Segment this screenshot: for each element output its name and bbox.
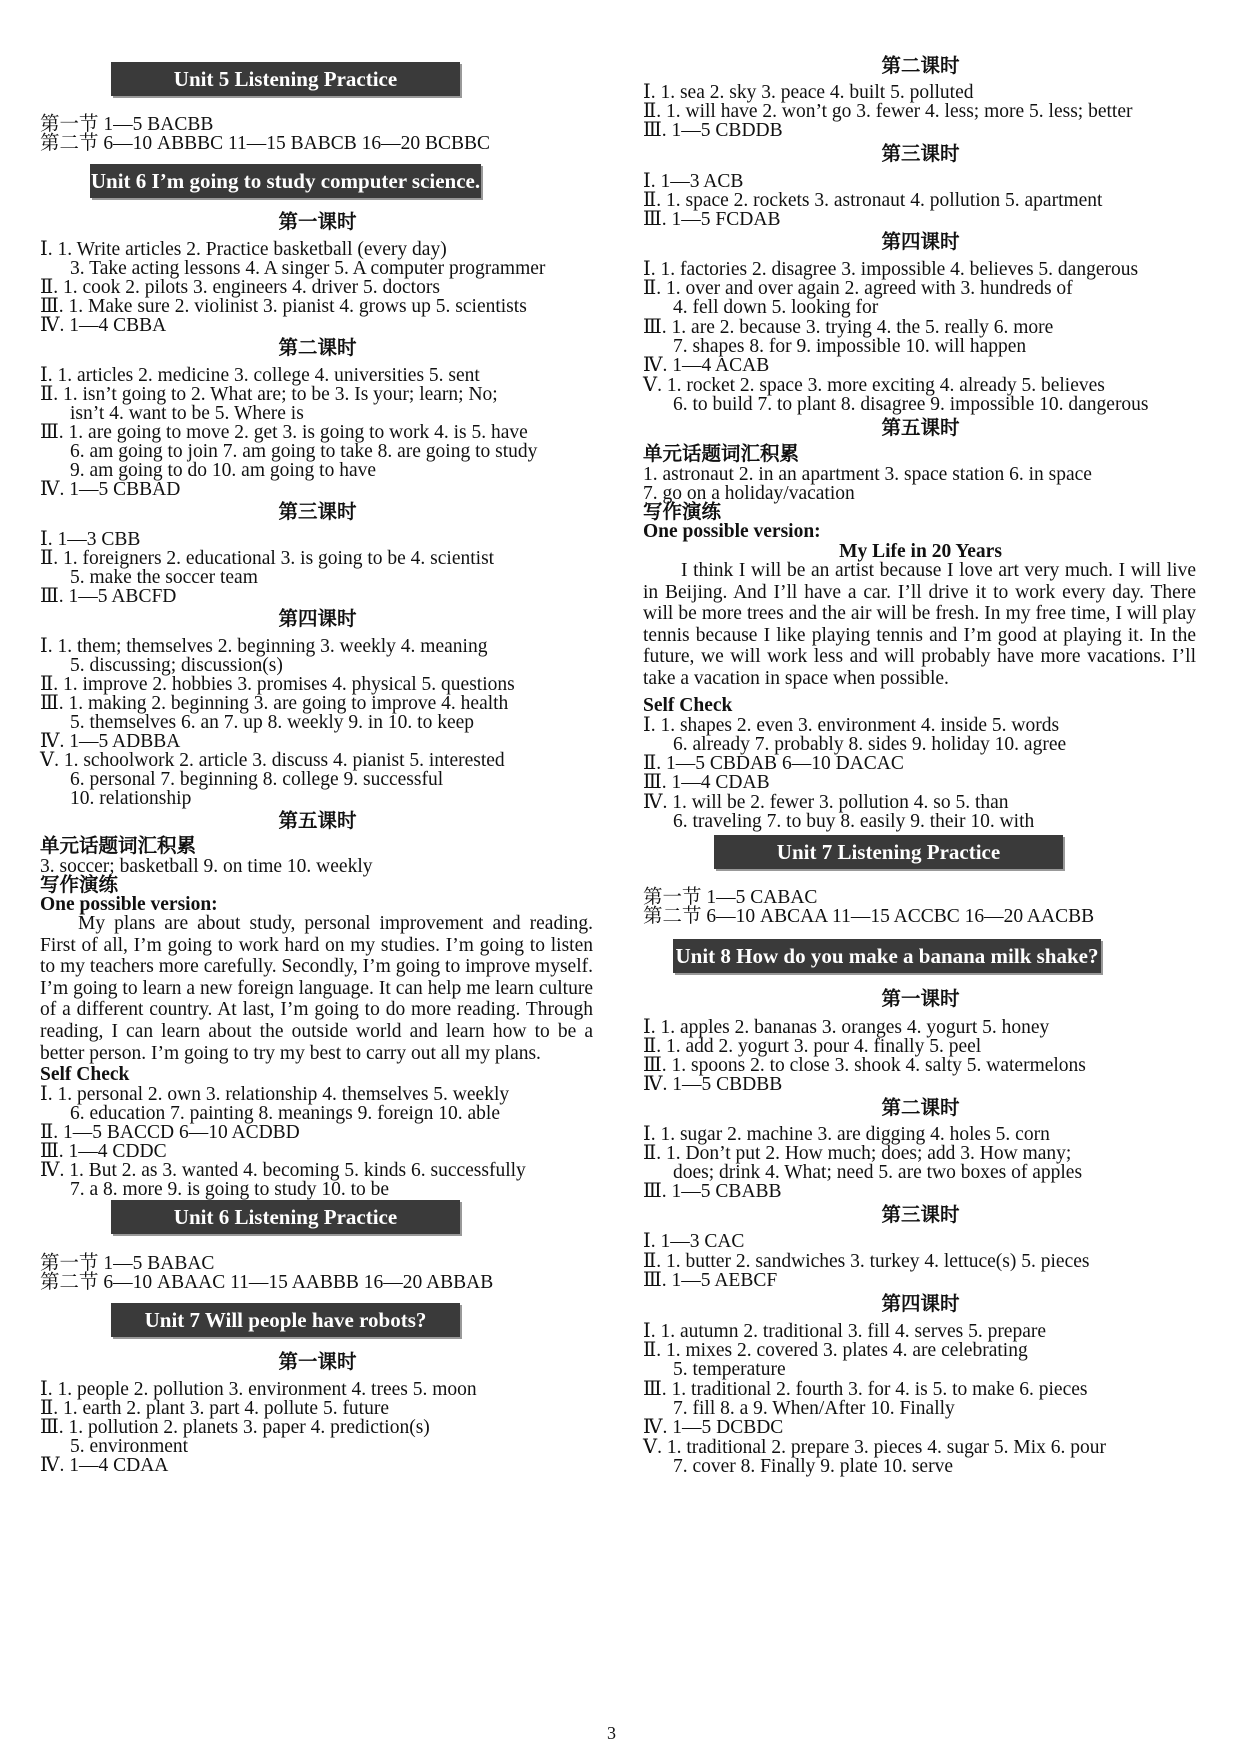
lesson-title: 第五课时 [881,418,960,439]
answer-line: Ⅴ. 1. rocket 2. space 3. more exciting 4. already 5. believes [643,375,1105,396]
answer-line: 5. discussing; discussion(s) [70,655,283,676]
answer-line: Ⅲ. 1—4 CDAB [643,772,770,793]
answer-line: 5. themselves 6. an 7. up 8. weekly 9. in 10. to keep [70,712,475,733]
unit7-listening-header: Unit 7 Listening Practice [714,835,1063,869]
answer-line: Ⅰ. 1. factories 2. disagree 3. impossible 4. believes 5. dangerous [643,259,1139,280]
lesson-title: 第二课时 [881,1098,960,1119]
answer-line: 第一节 1—5 BABAC [40,1253,215,1274]
version-label: One possible version: [643,521,821,542]
answer-line: Ⅱ. 1. add 2. yogurt 3. pour 4. finally 5. peel [643,1036,982,1057]
lesson-title: 第四课时 [881,1294,960,1315]
answer-line: Ⅳ. 1—5 ADBBA [40,731,181,752]
answer-line: Ⅰ. 1. apples 2. bananas 3. oranges 4. yogurt 5. honey [643,1017,1050,1038]
answer-line: 10. relationship [70,788,192,809]
answer-line: Ⅲ. 1—5 FCDAB [643,209,781,230]
answer-line: Ⅰ. 1. autumn 2. traditional 3. fill 4. serves 5. prepare [643,1321,1047,1342]
answer-line: 7. fill 8. a 9. When/After 10. Finally [673,1398,955,1419]
essay-text: I think I will be an artist because I love art very much. I will live in Beijing. And I’ll have a car. I’ll drive it to work every day. There will be more trees and the air will be fresh. In my free time, I will play tennis because I like playing tennis and I’m good at playing it. In the future, we will work less and will probably have more vacations. I’ll take a vacation in space when possible. [643,560,1196,689]
lesson-title: 第四课时 [278,609,357,630]
lesson-title: 第二课时 [881,56,960,77]
answer-line: Ⅰ. 1—3 CBB [40,529,141,550]
version-label: One possible version: [40,894,218,915]
answer-line: Ⅳ. 1—4 ACAB [643,355,770,376]
answer-line: Ⅲ. 1. Make sure 2. violinist 3. pianist 4. grows up 5. scientists [40,296,527,317]
answer-line: Ⅰ. 1. shapes 2. even 3. environment 4. inside 5. words [643,715,1060,736]
answer-line: 7. go on a holiday/vacation [643,483,855,504]
unit8-header: Unit 8 How do you make a banana milk shake? [673,939,1101,973]
lesson-title: 第三课时 [881,144,960,165]
answer-line: Ⅱ. 1. mixes 2. covered 3. plates 4. are celebrating [643,1340,1028,1361]
answer-line: Ⅲ. 1. traditional 2. fourth 3. for 4. is 5. to make 6. pieces [643,1379,1088,1400]
lesson-title: 第二课时 [278,338,357,359]
answer-line: 5. make the soccer team [70,567,258,588]
lesson-title: 第一课时 [278,212,357,233]
lesson-title: 第一课时 [881,989,960,1010]
answer-line: 1. astronaut 2. in an apartment 3. space station 6. in space [643,464,1092,485]
answer-line: 6. already 7. probably 8. sides 9. holiday 10. agree [673,734,1067,755]
answer-line: Ⅱ. 1. isn’t going to 2. What are; to be 3. Is your; learn; No; [40,384,498,405]
answer-line: 第二节 6—10 ABCAA 11—15 ACCBC 16—20 AACBB [643,906,1095,927]
answer-line: 5. temperature [673,1359,786,1380]
answer-line: 7. a 8. more 9. is going to study 10. to be [70,1179,390,1200]
answer-line: Ⅳ. 1. But 2. as 3. wanted 4. becoming 5. kinds 6. successfully [40,1160,526,1181]
answer-line: Ⅱ. 1. over and over again 2. agreed with 3. hundreds of [643,278,1073,299]
unit6-listening-header: Unit 6 Listening Practice [111,1200,460,1234]
answer-line: Ⅱ. 1. will have 2. won’t go 3. fewer 4. less; more 5. less; better [643,101,1133,122]
answer-line: 3. soccer; basketball 9. on time 10. weekly [40,856,373,877]
answer-line: Ⅱ. 1. improve 2. hobbies 3. promises 4. physical 5. questions [40,674,515,695]
answer-line: Ⅰ. 1. Write articles 2. Practice basketball (every day) [40,239,447,260]
lesson-title: 第五课时 [278,811,357,832]
answer-line: Ⅰ. 1. personal 2. own 3. relationship 4. themselves 5. weekly [40,1084,510,1105]
answer-line: Ⅱ. 1—5 BACCD 6—10 ACDBD [40,1122,300,1143]
answer-line: Ⅱ. 1. butter 2. sandwiches 3. turkey 4. lettuce(s) 5. pieces [643,1251,1090,1272]
answer-line: Ⅲ. 1. are going to move 2. get 3. is going to work 4. is 5. have [40,422,528,443]
self-check-label: Self Check [40,1064,130,1085]
answer-line: Ⅳ. 1—5 DCBDC [643,1417,784,1438]
self-check-label: Self Check [643,695,733,716]
answer-line: Ⅲ. 1—4 CDDC [40,1141,167,1162]
answer-line: Ⅳ. 1—5 CBDBB [643,1074,783,1095]
answer-line: Ⅲ. 1—5 CBDDB [643,120,783,141]
answer-line: 9. am going to do 10. am going to have [70,460,377,481]
writing-label: 写作演练 [643,502,722,523]
answer-line: 6. to build 7. to plant 8. disagree 9. impossible 10. dangerous [673,394,1149,415]
answer-line: 第一节 1—5 BACBB [40,114,214,135]
unit6-header: Unit 6 I’m going to study computer science. [90,164,481,198]
answer-line: Ⅰ. 1. sea 2. sky 3. peace 4. built 5. polluted [643,82,974,103]
writing-label: 写作演练 [40,875,119,896]
answer-line: Ⅰ. 1—3 ACB [643,171,744,192]
lesson-title: 第四课时 [881,232,960,253]
answer-line: Ⅱ. 1. Don’t put 2. How much; does; add 3. How many; [643,1143,1072,1164]
answer-line: 4. fell down 5. looking for [673,297,879,318]
answer-line: Ⅳ. 1. will be 2. fewer 3. pollution 4. so 5. than [643,792,1009,813]
answer-line: Ⅴ. 1. traditional 2. prepare 3. pieces 4. sugar 5. Mix 6. pour [643,1437,1107,1458]
answer-line: 5. environment [70,1436,189,1457]
vocab-label: 单元话题词汇积累 [40,836,197,857]
lesson-title: 第三课时 [278,502,357,523]
answer-line: Ⅳ. 1—5 CBBAD [40,479,181,500]
lesson-title: 第一课时 [278,1352,357,1373]
answer-line: Ⅲ. 1. pollution 2. planets 3. paper 4. prediction(s) [40,1417,430,1438]
answer-line: Ⅰ. 1—3 CAC [643,1231,745,1252]
answer-line: Ⅱ. 1. space 2. rockets 3. astronaut 4. pollution 5. apartment [643,190,1103,211]
vocab-label: 单元话题词汇积累 [643,444,800,465]
answer-line: isn’t 4. want to be 5. Where is [70,403,304,424]
answer-line: Ⅰ. 1. them; themselves 2. beginning 3. weekly 4. meaning [40,636,488,657]
answer-line: 3. Take acting lessons 4. A singer 5. A computer programmer [70,258,546,279]
answer-line: Ⅱ. 1. cook 2. pilots 3. engineers 4. driver 5. doctors [40,277,440,298]
answer-line: 6. traveling 7. to buy 8. easily 9. their 10. with [673,811,1035,832]
answer-line: Ⅳ. 1—4 CDAA [40,1455,169,1476]
answer-line: Ⅱ. 1. earth 2. plant 3. part 4. pollute 5. future [40,1398,390,1419]
answer-line: 第二节 6—10 ABAAC 11—15 AABBB 16—20 ABBAB [40,1272,494,1293]
answer-line: Ⅲ. 1. are 2. because 3. trying 4. the 5. really 6. more [643,317,1054,338]
answer-line: Ⅱ. 1—5 CBDAB 6—10 DACAC [643,753,904,774]
answer-line: Ⅰ. 1. people 2. pollution 3. environment 4. trees 5. moon [40,1379,477,1400]
answer-line: 7. shapes 8. for 9. impossible 10. will happen [673,336,1027,357]
answer-line: Ⅲ. 1—5 CBABB [643,1181,782,1202]
answer-line: Ⅲ. 1. making 2. beginning 3. are going to improve 4. health [40,693,509,714]
essay-text: My plans are about study, personal improvement and reading. First of all, I’m going to work hard on my studies. I’m going to listen to my teachers more carefully. Secondly, I’m going to improve myself. I’m going to learn a new foreign language. It can help me learn culture of a different country. At last, I’m going to do more reading. Through reading, I can learn about the outside world and learn how to be a better person. I’m going to try my best to carry out all my plans. [40,913,593,1064]
answer-line: does; drink 4. What; need 5. are two boxes of apples [673,1162,1083,1183]
answer-line: Ⅲ. 1—5 AEBCF [643,1270,778,1291]
answer-line: Ⅲ. 1. spoons 2. to close 3. shook 4. salty 5. watermelons [643,1055,1086,1076]
answer-line: 6. am going to join 7. am going to take 8. are going to study [70,441,538,462]
answer-line: Ⅰ. 1. articles 2. medicine 3. college 4. universities 5. sent [40,365,480,386]
answer-line: Ⅱ. 1. foreigners 2. educational 3. is going to be 4. scientist [40,548,495,569]
unit7-header: Unit 7 Will people have robots? [111,1303,460,1337]
answer-line: 第一节 1—5 CABAC [643,887,818,908]
answer-line: 第二节 6—10 ABBBC 11—15 BABCB 16—20 BCBBC [40,133,491,154]
essay-title: My Life in 20 Years [839,541,1002,562]
unit5-listening-header: Unit 5 Listening Practice [111,62,460,96]
answer-line: Ⅴ. 1. schoolwork 2. article 3. discuss 4. pianist 5. interested [40,750,505,771]
answer-line: 7. cover 8. Finally 9. plate 10. serve [673,1456,953,1477]
page-number: 3 [607,1723,616,1743]
answer-line: Ⅰ. 1. sugar 2. machine 3. are digging 4. holes 5. corn [643,1124,1050,1145]
answer-line: 6. education 7. painting 8. meanings 9. foreign 10. able [70,1103,500,1124]
answer-line: Ⅳ. 1—4 CBBA [40,315,167,336]
answer-line: Ⅲ. 1—5 ABCFD [40,586,177,607]
answer-line: 6. personal 7. beginning 8. college 9. successful [70,769,444,790]
lesson-title: 第三课时 [881,1205,960,1226]
